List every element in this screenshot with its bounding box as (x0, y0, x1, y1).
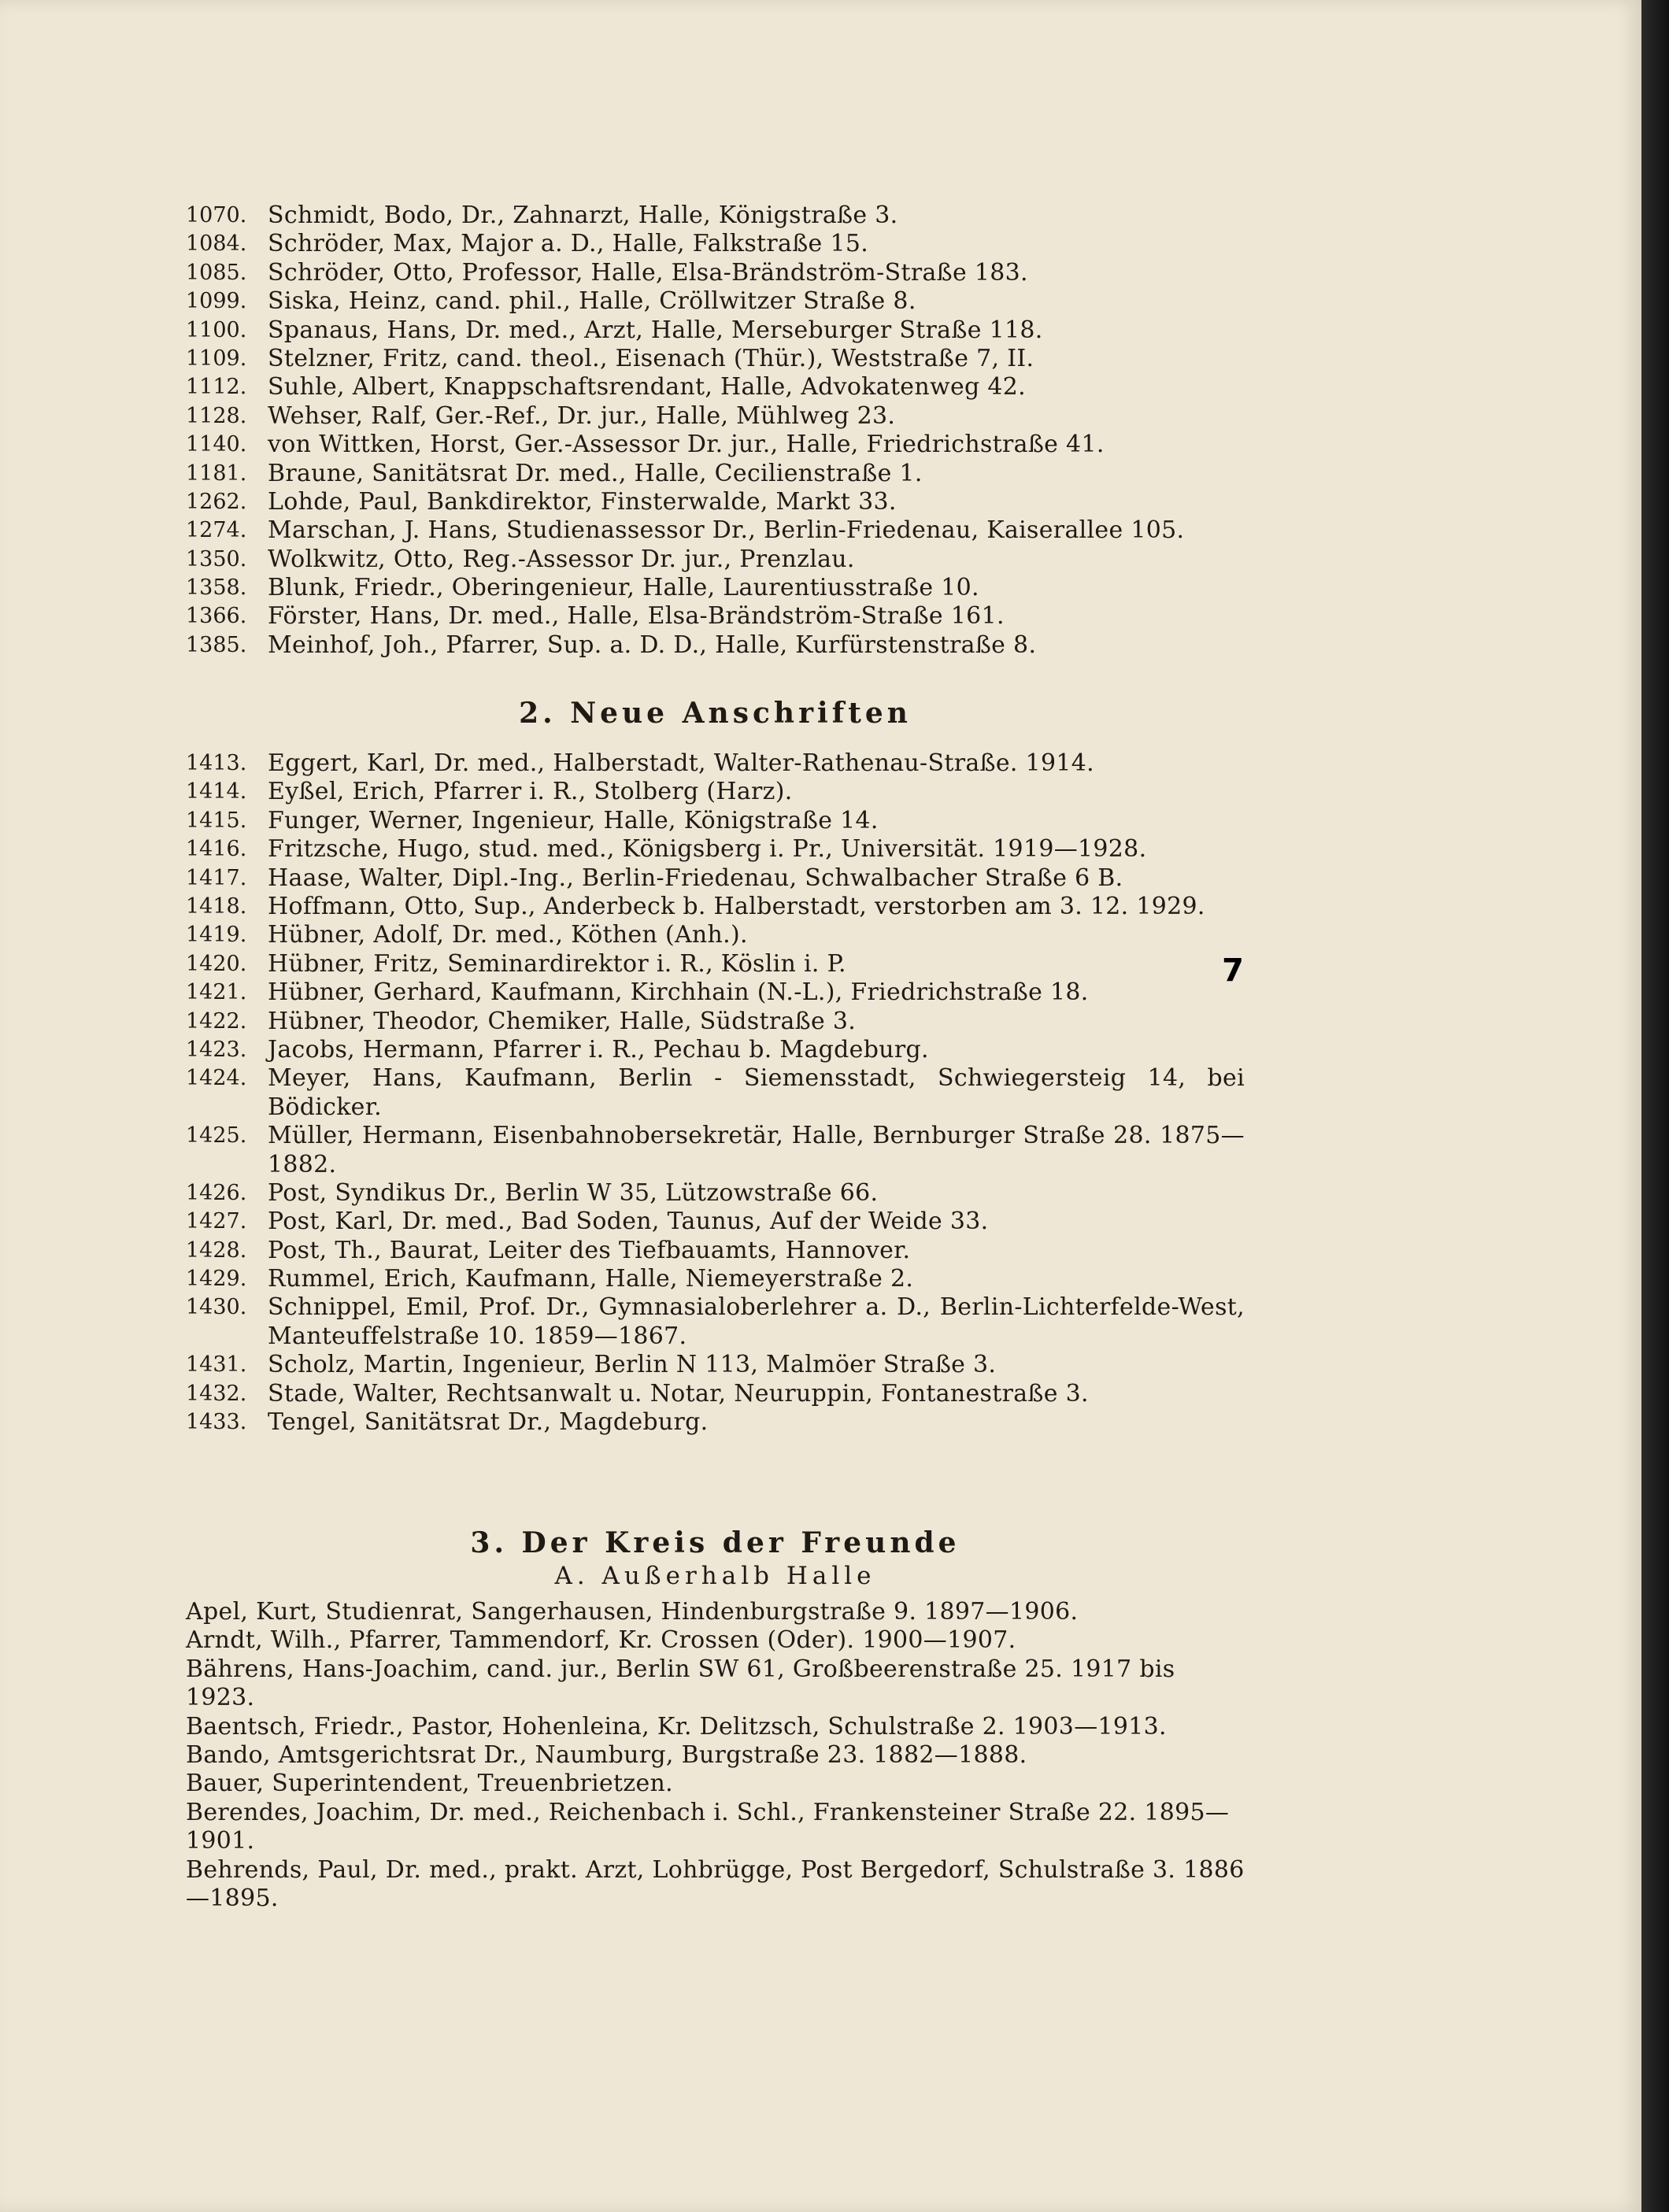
member-details: Suhle, Albert, Knappschaftsrendant, Halle, Advokatenweg 42. (268, 373, 1026, 401)
member-entry (186, 1380, 1245, 1408)
member-details: Stade, Walter, Rechtsanwalt u. Notar, Neuruppin, Fontanestraße 3. (268, 1379, 1089, 1407)
member-details: Hübner, Gerhard, Kaufmann, Kirchhain (N.-L.), Friedrichstraße 18. (268, 978, 1089, 1007)
member-list-section-2 (186, 749, 1245, 1481)
member-details: Jacobs, Hermann, Pfarrer i. R., Pechau b. Magdeburg. (268, 1035, 929, 1063)
member-details: Meinhof, Joh., Pfarrer, Sup. a. D. D., Halle, Kurfürstenstraße 8. (268, 631, 1037, 659)
member-entry (186, 835, 1245, 864)
member-details: Marschan, J. Hans, Studienassessor Dr., Berlin-Friedenau, Kaiserallee 105. (268, 516, 1185, 545)
member-number: 1084. (186, 231, 247, 257)
member-number: 1424. (186, 1066, 247, 1091)
member-entry (186, 602, 1245, 631)
member-details: Funger, Werner, Ingenieur, Halle, Königstraße 14. (268, 806, 879, 834)
member-details: Meyer, Hans, Kaufmann, Berlin - Siemensstadt, Schwiegersteig 14, bei Bödicker. (268, 1064, 1245, 1121)
member-entry (186, 1208, 1245, 1236)
member-number: 1425. (186, 1123, 247, 1149)
member-entry (186, 950, 1245, 978)
member-details: Blunk, Friedr., Oberingenieur, Halle, Laurentiusstraße 10. (268, 574, 979, 602)
member-details: Hübner, Theodor, Chemiker, Halle, Südstraße 3. (268, 1007, 857, 1035)
member-number: 1420. (186, 951, 247, 976)
member-details: Schröder, Otto, Professor, Halle, Elsa-Brändström-Straße 183. (268, 258, 1028, 287)
member-details: Eggert, Karl, Dr. med., Halberstadt, Walter-Rathenau-Straße. 1914. (268, 749, 1094, 777)
member-number: 1429. (186, 1267, 247, 1292)
member-entry (186, 749, 1245, 778)
member-entry (186, 807, 1245, 835)
member-details: Haase, Walter, Dipl.-Ing., Berlin-Friedenau, Schwalbacher Straße 6 B. (268, 864, 1123, 892)
member-details: Fritzsche, Hugo, stud. med., Königsberg i. Pr., Universität. 1919—1928. (268, 835, 1147, 864)
member-entry (186, 287, 1245, 316)
member-entry (186, 778, 1245, 806)
member-entry (186, 1064, 1245, 1122)
member-number: 1416. (186, 837, 247, 862)
member-details: Förster, Hans, Dr. med., Halle, Elsa-Brändström-Straße 161. (268, 602, 1005, 631)
member-number: 1366. (186, 604, 247, 629)
member-entry (186, 546, 1245, 574)
friend-entry: Behrends, Paul, Dr. med., prakt. Arzt, Lohbrügge, Post Bergedorf, Schulstraße 3. 1886—1895. (186, 1855, 1245, 1913)
friend-entry: Arndt, Wilh., Pfarrer, Tammendorf, Kr. Crossen (Oder). 1900—1907. (186, 1626, 1016, 1655)
member-number: 1418. (186, 893, 247, 919)
member-details: Müller, Hermann, Eisenbahnobersekretär, Halle, Bernburger Straße 28. 1875—1882. (268, 1122, 1245, 1178)
member-entry (186, 488, 1245, 516)
member-details: Lohde, Paul, Bankdirektor, Finsterwalde, Markt 33. (268, 487, 897, 516)
member-details: Rummel, Erich, Kaufmann, Halle, Niemeyerstraße 2. (268, 1265, 914, 1293)
member-number: 1128. (186, 403, 247, 428)
member-number: 1358. (186, 575, 247, 601)
member-details: Spanaus, Hans, Dr. med., Arzt, Halle, Merseburger Straße 118. (268, 316, 1043, 344)
member-number: 1181. (186, 461, 247, 486)
member-entry (186, 1408, 1245, 1437)
member-entry (186, 1237, 1245, 1265)
friend-entry: Apel, Kurt, Studienrat, Sangerhausen, Hindenburgstraße 9. 1897—1906. (186, 1598, 1079, 1626)
member-details: Post, Th., Baurat, Leiter des Tiefbauamts, Hannover. (268, 1236, 911, 1264)
friend-entry: Bauer, Superintendent, Treuenbrietzen. (186, 1770, 674, 1798)
member-details: Tengel, Sanitätsrat Dr., Magdeburg. (268, 1408, 709, 1437)
member-details: Eyßel, Erich, Pfarrer i. R., Stolberg (Harz). (268, 778, 793, 806)
member-entry (186, 1008, 1245, 1036)
member-number: 1385. (186, 632, 247, 657)
subsection-title-outside-halle: A. Außerhalb Halle (554, 1562, 876, 1590)
member-details: Stelzner, Fritz, cand. theol., Eisenach (Thür.), Weststraße 7, II. (268, 344, 1034, 372)
member-entry (186, 460, 1245, 488)
member-entry (186, 259, 1245, 287)
member-details: Hoffmann, Otto, Sup., Anderbeck b. Halberstadt, verstorben am 3. 12. 1929. (268, 892, 1205, 920)
member-number: 1350. (186, 546, 247, 571)
member-details: von Wittken, Horst, Ger.-Assessor Dr. jur., Halle, Friedrichstraße 41. (268, 431, 1105, 459)
member-number: 1432. (186, 1381, 247, 1406)
page-content (186, 202, 1245, 1913)
member-number: 1413. (186, 751, 247, 775)
member-number: 1423. (186, 1037, 247, 1062)
member-entry (186, 516, 1245, 545)
member-entry (186, 921, 1245, 949)
member-number: 1099. (186, 289, 247, 314)
member-entry (186, 345, 1245, 373)
member-entry (186, 864, 1245, 893)
member-entry (186, 1265, 1245, 1293)
member-entry (186, 402, 1245, 431)
member-number: 1427. (186, 1209, 247, 1234)
member-details: Post, Syndikus Dr., Berlin W 35, Lützowstraße 66. (268, 1178, 879, 1207)
friends-list (186, 1598, 1245, 1913)
member-entry (186, 1122, 1245, 1179)
member-number: 1140. (186, 432, 247, 457)
book-spine (1641, 0, 1669, 2212)
member-number: 1414. (186, 779, 247, 805)
member-details: Scholz, Martin, Ingenieur, Berlin N 113, Malmöer Straße 3. (268, 1351, 997, 1379)
member-number: 1274. (186, 518, 247, 543)
member-details: Schmidt, Bodo, Dr., Zahnarzt, Halle, Königstraße 3. (268, 202, 898, 229)
section-title-circle-of-friends: 3. Der Kreis der Freunde (470, 1526, 960, 1559)
member-entry (186, 631, 1245, 660)
member-entry (186, 1179, 1245, 1208)
member-number: 1415. (186, 808, 247, 833)
member-number: 1100. (186, 317, 247, 342)
member-entry (186, 978, 1245, 1007)
member-number: 1433. (186, 1410, 247, 1435)
member-number: 1417. (186, 865, 247, 890)
member-number: 1422. (186, 1008, 247, 1034)
member-details: Hübner, Adolf, Dr. med., Köthen (Anh.). (268, 921, 748, 949)
friend-entry: Bando, Amtsgerichtsrat Dr., Naumburg, Burgstraße 23. 1882—1888. (186, 1741, 1027, 1770)
member-entry (186, 431, 1245, 459)
member-details: Hübner, Fritz, Seminardirektor i. R., Köslin i. P. (268, 949, 846, 978)
friend-entry: Bährens, Hans-Joachim, cand. jur., Berlin SW 61, Großbeerenstraße 25. 1917 bis 1923. (186, 1655, 1175, 1712)
member-entry (186, 1293, 1245, 1351)
member-number: 1428. (186, 1237, 247, 1263)
member-entry (186, 1351, 1245, 1379)
member-number: 1112. (186, 375, 247, 400)
member-entry (186, 202, 1245, 230)
member-number: 1430. (186, 1295, 247, 1320)
member-details: Schröder, Max, Major a. D., Halle, Falkstraße 15. (268, 230, 869, 258)
friend-entry: Baentsch, Friedr., Pastor, Hohenleina, Kr. Delitzsch, Schulstraße 2. 1903—1913. (186, 1712, 1167, 1740)
member-entry (186, 230, 1245, 258)
member-number: 1262. (186, 489, 247, 514)
member-details: Siska, Heinz, cand. phil., Halle, Cröllwitzer Straße 8. (268, 287, 916, 316)
section-title-new-addresses: 2. Neue Anschriften (519, 697, 912, 730)
member-details: Wolkwitz, Otto, Reg.-Assessor Dr. jur., Prenzlau. (268, 545, 855, 573)
member-details: Schnippel, Emil, Prof. Dr., Gymnasialoberlehrer a. D., Berlin-Lichterfelde-West, Manteuffelstraße 10. 1859—1867. (268, 1293, 1245, 1350)
member-entry (186, 893, 1245, 921)
member-list-section-1 (186, 202, 1245, 660)
page-number: 7 (1222, 952, 1244, 989)
member-details: Wehser, Ralf, Ger.-Ref., Dr. jur., Halle, Mühlweg 23. (268, 401, 896, 430)
member-number: 1421. (186, 980, 247, 1005)
member-number: 1426. (186, 1180, 247, 1205)
member-number: 1431. (186, 1352, 247, 1378)
member-details: Post, Karl, Dr. med., Bad Soden, Taunus, Auf der Weide 33. (268, 1208, 989, 1236)
friend-entry: Berendes, Joachim, Dr. med., Reichenbach i. Schl., Frankensteiner Straße 22. 1895—1901. (186, 1798, 1230, 1855)
member-number: 1070. (186, 203, 247, 227)
member-entry (186, 316, 1245, 345)
member-entry (186, 373, 1245, 401)
member-number: 1109. (186, 346, 247, 371)
member-details: Braune, Sanitätsrat Dr. med., Halle, Cecilienstraße 1. (268, 459, 923, 487)
member-entry (186, 1036, 1245, 1064)
member-number: 1085. (186, 260, 247, 285)
member-entry (186, 574, 1245, 602)
member-number: 1419. (186, 923, 247, 948)
